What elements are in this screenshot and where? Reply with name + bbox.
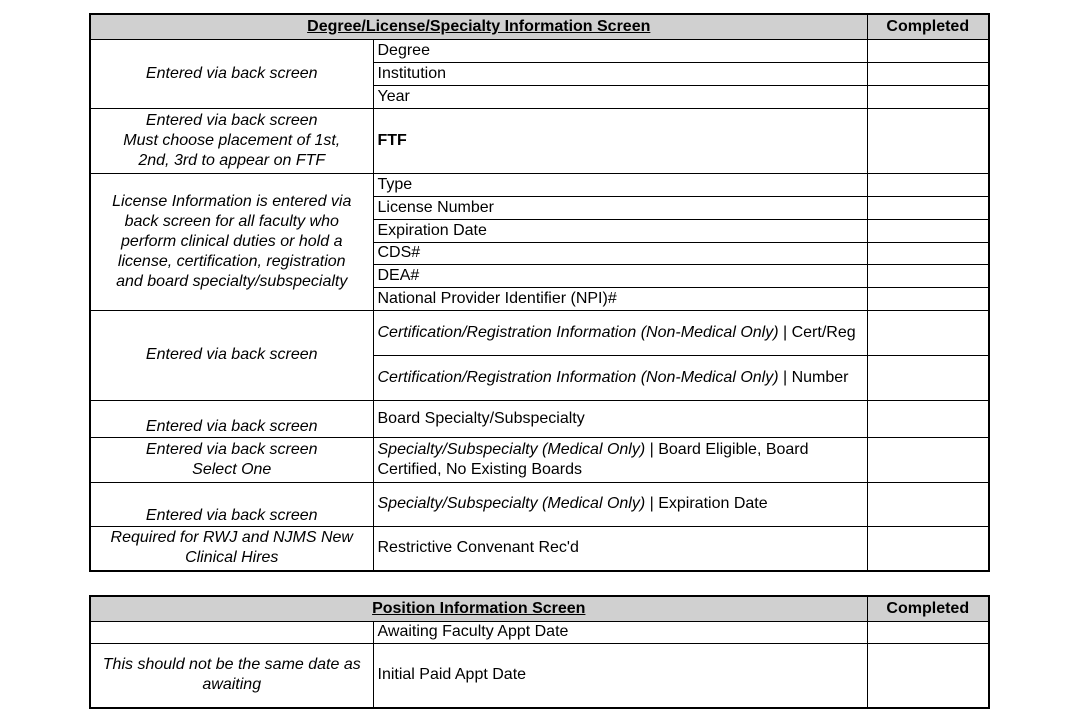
note-line: License Information is entered via bbox=[112, 192, 352, 210]
note-line: perform clinical duties or hold a bbox=[121, 232, 343, 250]
completed-cell[interactable] bbox=[867, 242, 989, 264]
completed-cell[interactable] bbox=[867, 62, 989, 85]
note-line: Entered via back screen bbox=[145, 111, 318, 129]
completed-cell[interactable] bbox=[867, 310, 989, 355]
item-plain: | Expiration Date bbox=[645, 495, 768, 512]
item-restrictive-covenant: Restrictive Convenant Rec'd bbox=[373, 526, 867, 571]
item-italic: Specialty/Subspecialty (Medical Only) bbox=[377, 440, 646, 458]
item-italic: Certification/Registration Information (Non-Medical Only) bbox=[377, 323, 779, 341]
completed-cell[interactable] bbox=[867, 85, 989, 108]
item-cds: CDS# bbox=[373, 242, 867, 264]
item-year: Year bbox=[373, 85, 867, 108]
note-line: Entered via back screen bbox=[145, 506, 318, 524]
item-italic: Specialty/Subspecialty (Medical Only) bbox=[377, 495, 646, 512]
completed-cell[interactable] bbox=[867, 526, 989, 571]
note-line: Entered via back screen bbox=[145, 346, 318, 363]
item-initial-paid-appt-date: Initial Paid Appt Date bbox=[373, 643, 867, 708]
completed-header: Completed bbox=[867, 596, 989, 621]
completed-cell[interactable] bbox=[867, 400, 989, 437]
completed-cell[interactable] bbox=[867, 264, 989, 287]
note-cell bbox=[90, 400, 373, 437]
item-institution: Institution bbox=[373, 62, 867, 85]
item-plain: | Cert/Reg bbox=[778, 323, 856, 341]
note-cell bbox=[90, 108, 373, 173]
item-plain: | Number bbox=[778, 368, 849, 386]
item-ftf: FTF bbox=[373, 108, 867, 173]
note-line: Entered via back screen bbox=[145, 440, 318, 458]
section-title bbox=[90, 14, 867, 39]
note-cell bbox=[90, 482, 373, 526]
item-board-status bbox=[373, 437, 867, 482]
note-line: back screen for all faculty who bbox=[124, 212, 339, 230]
section-title-text: Degree/License/Specialty Information Screen bbox=[307, 17, 651, 35]
completed-cell[interactable] bbox=[867, 482, 989, 526]
note-cell bbox=[90, 526, 373, 571]
completed-cell[interactable] bbox=[867, 355, 989, 400]
completed-cell[interactable] bbox=[867, 39, 989, 62]
item-license-number: License Number bbox=[373, 196, 867, 219]
note-line: Select One bbox=[192, 460, 272, 478]
note-cell: This should not be the same date as awaiting bbox=[90, 643, 373, 708]
item-expiration-date: Expiration Date bbox=[373, 219, 867, 242]
item-type: Type bbox=[373, 173, 867, 196]
completed-cell[interactable] bbox=[867, 219, 989, 242]
note-line: and board specialty/subspecialty bbox=[116, 272, 348, 290]
item-npi: National Provider Identifier (NPI)# bbox=[373, 287, 867, 310]
note-cell bbox=[90, 437, 373, 482]
note-cell bbox=[90, 173, 373, 310]
completed-header: Completed bbox=[867, 14, 989, 39]
completed-cell[interactable] bbox=[867, 196, 989, 219]
completed-cell[interactable] bbox=[867, 437, 989, 482]
item-cert-reg bbox=[373, 310, 867, 355]
degree-license-specialty-table bbox=[89, 13, 990, 572]
item-awaiting-faculty-appt-date: Awaiting Faculty Appt Date bbox=[373, 621, 867, 643]
note-line: license, certification, registration bbox=[117, 252, 346, 270]
completed-cell[interactable] bbox=[867, 643, 989, 708]
note-line: Must choose placement of 1st, bbox=[123, 131, 341, 149]
item-board-specialty: Board Specialty/Subspecialty bbox=[373, 400, 867, 437]
item-italic: Certification/Registration Information (Non-Medical Only) bbox=[377, 368, 779, 386]
item-degree: Degree bbox=[373, 39, 867, 62]
item-plain: | Board Eligible, Board Certified, No Existing Boards bbox=[377, 440, 809, 478]
note-line: Clinical Hires bbox=[185, 549, 279, 567]
note-cell bbox=[90, 621, 373, 643]
note-line: Required for RWJ and NJMS New bbox=[110, 529, 353, 547]
completed-cell[interactable] bbox=[867, 108, 989, 173]
item-specialty-expiration bbox=[373, 482, 867, 526]
note-cell bbox=[90, 39, 373, 108]
section-title-text: Position Information Screen bbox=[372, 599, 586, 617]
completed-cell[interactable] bbox=[867, 173, 989, 196]
note-cell bbox=[90, 310, 373, 400]
section-title bbox=[90, 596, 867, 621]
note-line: Entered via back screen bbox=[145, 417, 318, 435]
completed-cell[interactable] bbox=[867, 621, 989, 643]
position-information-table bbox=[89, 595, 990, 709]
note-line: Entered via back screen bbox=[145, 64, 318, 82]
note-line: 2nd, 3rd to appear on FTF bbox=[138, 151, 326, 169]
completed-cell[interactable] bbox=[867, 287, 989, 310]
item-cert-number bbox=[373, 355, 867, 400]
item-dea: DEA# bbox=[373, 264, 867, 287]
